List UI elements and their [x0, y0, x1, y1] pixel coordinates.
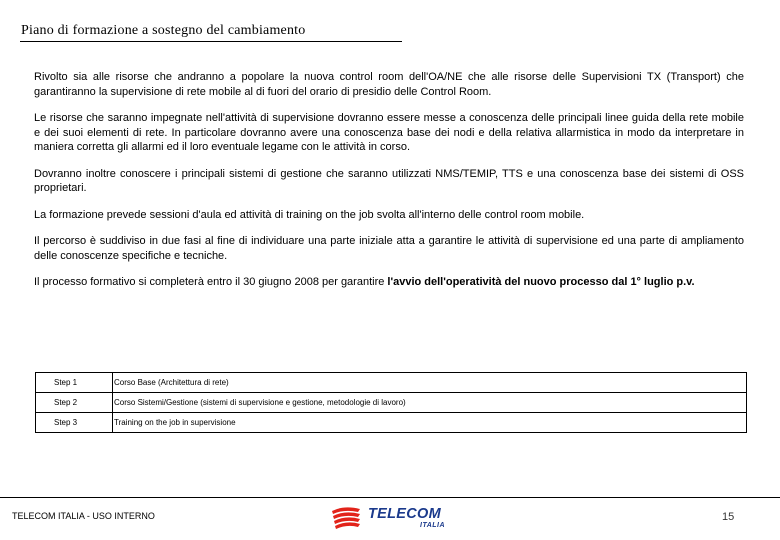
- step-description: Corso Base (Architettura di rete): [113, 373, 747, 393]
- paragraph-completion: [34, 275, 744, 290]
- logo-wordmark: TELECOM: [368, 506, 441, 522]
- table-row: [36, 413, 747, 433]
- step-description: Training on the job in supervisione: [113, 413, 747, 433]
- paragraph-management-systems: Dovranno inoltre conoscere i principali sistemi di gestione che saranno utilizzati NMS/TEMIP, TTS e una conoscenza base dei sistemi di OSS proprietari.: [34, 167, 744, 194]
- table-row: [36, 393, 747, 413]
- logo-subtitle: ITALIA: [420, 522, 446, 529]
- telecom-stripes-icon: [330, 505, 370, 529]
- paragraph-training-format: La formazione prevede sessioni d'aula ed attività di training on the job svolta all'interno delle control room mobile.: [34, 208, 585, 221]
- completion-emphasis: l'avvio dell'operatività del nuovo processo dal 1° luglio p.v.: [387, 276, 695, 288]
- paragraph-network-knowledge: Le risorse che saranno impegnate nell'attività di supervisione dovranno essere messe a conoscenza delle principali linee guida della rete mobile e dei suoi elementi di rete. In particolare dovranno avere una conoscenza base dei nodi e della relativa allarmistica in modo da interpretare in maniera corretta gli allarmi ed il loro eventuale legame con le attività in corso.: [34, 112, 744, 153]
- step-description: Corso Sistemi/Gestione (sistemi di supervisione e gestione, metodologie di lavoro): [113, 393, 747, 413]
- completion-lead: Il processo formativo si completerà entro il 30 giugno 2008 per garantire: [34, 276, 388, 288]
- footer-divider: [0, 497, 780, 498]
- title-underline: [20, 41, 402, 42]
- telecom-italia-logo: [330, 505, 452, 531]
- page-title: Piano di formazione a sostegno del cambiamento: [21, 23, 306, 38]
- step-label: Step 1: [36, 373, 113, 393]
- steps-table: [35, 372, 747, 433]
- paragraph-two-phases: Il percorso è suddiviso in due fasi al fine di individuare una parte iniziale atta a garantire le attività di supervisione ed una parte di ampliamento delle conoscenze specifiche e tecniche.: [34, 235, 744, 262]
- footer-classification: TELECOM ITALIA - USO INTERNO: [12, 511, 155, 521]
- step-label: Step 3: [36, 413, 113, 433]
- page-number: 15: [722, 511, 735, 523]
- paragraph-target-audience: Rivolto sia alle risorse che andranno a popolare la nuova control room dell'OA/NE che alle risorse delle Supervisioni TX (Transport) che garantiranno la supervisione di rete mobile al di fuori del orario di presidio delle Control Room.: [34, 71, 744, 98]
- body-text: [34, 70, 744, 290]
- step-label: Step 2: [36, 393, 113, 413]
- table-row: [36, 373, 747, 393]
